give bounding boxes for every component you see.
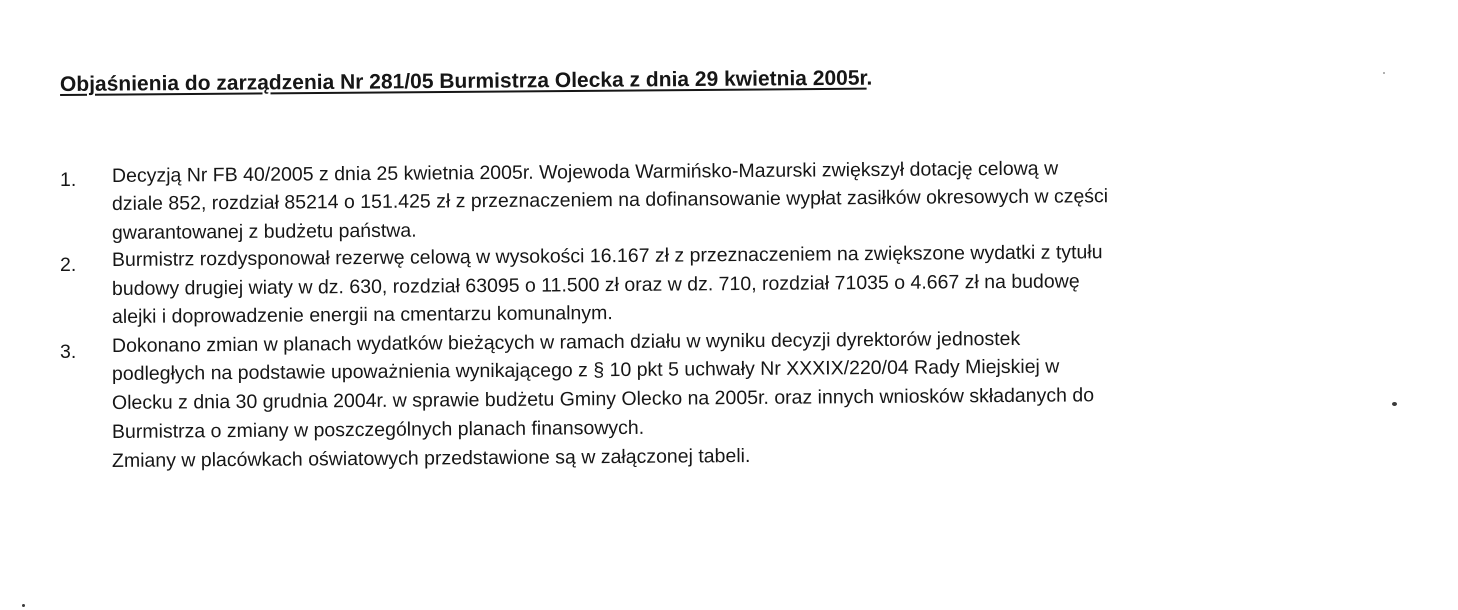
scan-speck — [1383, 72, 1385, 74]
scan-speck — [1392, 402, 1397, 406]
scan-speck — [22, 604, 25, 607]
list-item-line: podległych na podstawie upoważnienia wynikającego z § 10 pkt 5 uchwały Nr XXXIX/220/04 Rady Miejskiej w — [111, 355, 1060, 385]
list-item-line: alejki i doprowadzenie energii na cmentarzu komunalnym. — [111, 302, 613, 328]
list-item-number: 3. — [60, 341, 77, 363]
list-item-line: Zmiany w placówkach oświatowych przedstawione są w załączonej tabeli. — [111, 444, 751, 472]
list-item-line: Decyzją Nr FB 40/2005 z dnia 25 kwietnia 2005r. Wojewoda Warmińsko-Mazurski zwiększył dotację celową w — [111, 157, 1059, 187]
list-item-number: 1. — [60, 169, 77, 191]
list-item-line: Olecku z dnia 30 grudnia 2004r. w sprawie budżetu Gminy Olecko na 2005r. oraz innych wniosków składanych do — [111, 384, 1095, 414]
list-item-line: Burmistrza o zmiany w poszczególnych planach finansowych. — [111, 416, 645, 443]
document-title — [60, 66, 873, 98]
list-item-line: Burmistrz rozdysponował rezerwę celową w wysokości 16.167 zł z przeznaczeniem na zwiększone wydatki z tytułu — [111, 241, 1103, 271]
list-item-line: gwarantowanej z budżetu państwa. — [111, 219, 417, 244]
document-title-period: . — [866, 66, 873, 90]
list-item-line: Dokonano zmian w planach wydatków bieżących w ramach działu w wyniku decyzji dyrektorów jednostek — [111, 327, 1021, 357]
list-item-number: 2. — [60, 254, 77, 276]
list-item-line: dziale 852, rozdział 85214 o 151.425 zł z przeznaczeniem na dofinansowanie wypłat zasiłków okresowych w części — [111, 185, 1109, 215]
list-item-line: budowy drugiej wiaty w dz. 630, rozdział 63095 o 11.500 zł oraz w dz. 710, rozdział 71035 o 4.667 zł na budowę — [111, 270, 1080, 300]
document-title-text: Objaśnienia do zarządzenia Nr 281/05 Burmistrza Olecka z dnia 29 kwietnia 2005r — [59, 66, 867, 96]
